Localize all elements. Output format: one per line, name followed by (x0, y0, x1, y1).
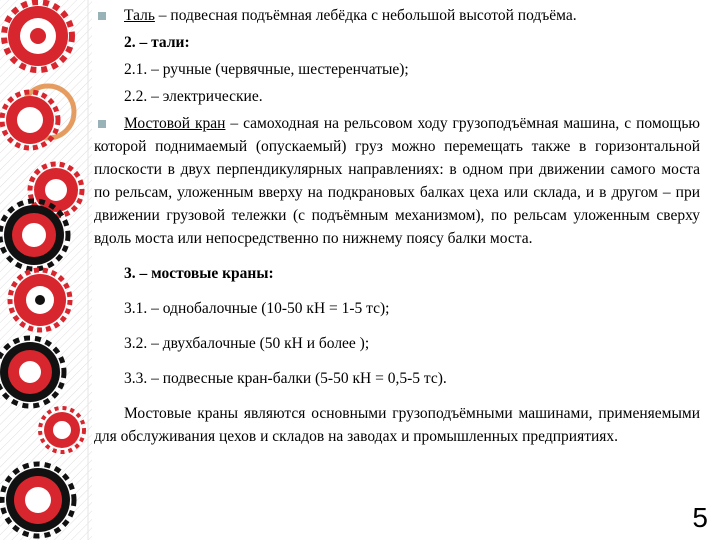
list-item-3-1: 3.1. – однобалочные (10-50 кН = 1-5 тс); (124, 300, 390, 317)
term-crane: Мостовой кран (124, 115, 226, 132)
list-item-3-3: 3.3. – подвесные кран-балки (5-50 кН = 0,5-5 тс). (124, 370, 447, 387)
definition-tal: – подвесная подъёмная лебёдка с небольшой высотой подъёма. (154, 7, 577, 24)
slide-content (94, 4, 700, 448)
definition-crane: – самоходная на рельсовом ходу грузоподъёмная машина, с помощью которой поднимаемый (опускаемый) груз можно перемещать также в горизонтальной плоскости в двух перпендикулярных направлениях: в одном при движении самого моста по рельсам, уложенным вверху на подкрановых балках цеха или склада, и в другом – при движении грузовой тележки (с подъёмным механизмом), по рельсам уложенным сверху вдоль моста или непосредственно по нижнему поясу балки моста. (94, 115, 700, 247)
list-item-tal (94, 4, 700, 27)
heading-cranes: 3. – мостовые краны: (124, 265, 274, 282)
decorative-gear-strip (0, 0, 92, 540)
square-bullet-icon (98, 120, 106, 128)
heading-tali: 2. – тали: (124, 34, 190, 51)
closing-paragraph: Мостовые краны являются основными грузоподъёмными машинами, применяемыми для обслуживания цехов и складов на заводах и промышленных предприятиях. (94, 405, 700, 445)
page-number: 5 (692, 502, 708, 533)
list-item-3-2: 3.2. – двухбалочные (50 кН и более ); (124, 335, 370, 352)
list-item-2-2: 2.2. – электрические. (124, 88, 263, 105)
square-bullet-icon (98, 12, 106, 20)
list-item-crane (94, 112, 700, 250)
term-tal: Таль (124, 7, 155, 24)
list-item-2-1: 2.1. – ручные (червячные, шестеренчатые); (124, 61, 409, 78)
